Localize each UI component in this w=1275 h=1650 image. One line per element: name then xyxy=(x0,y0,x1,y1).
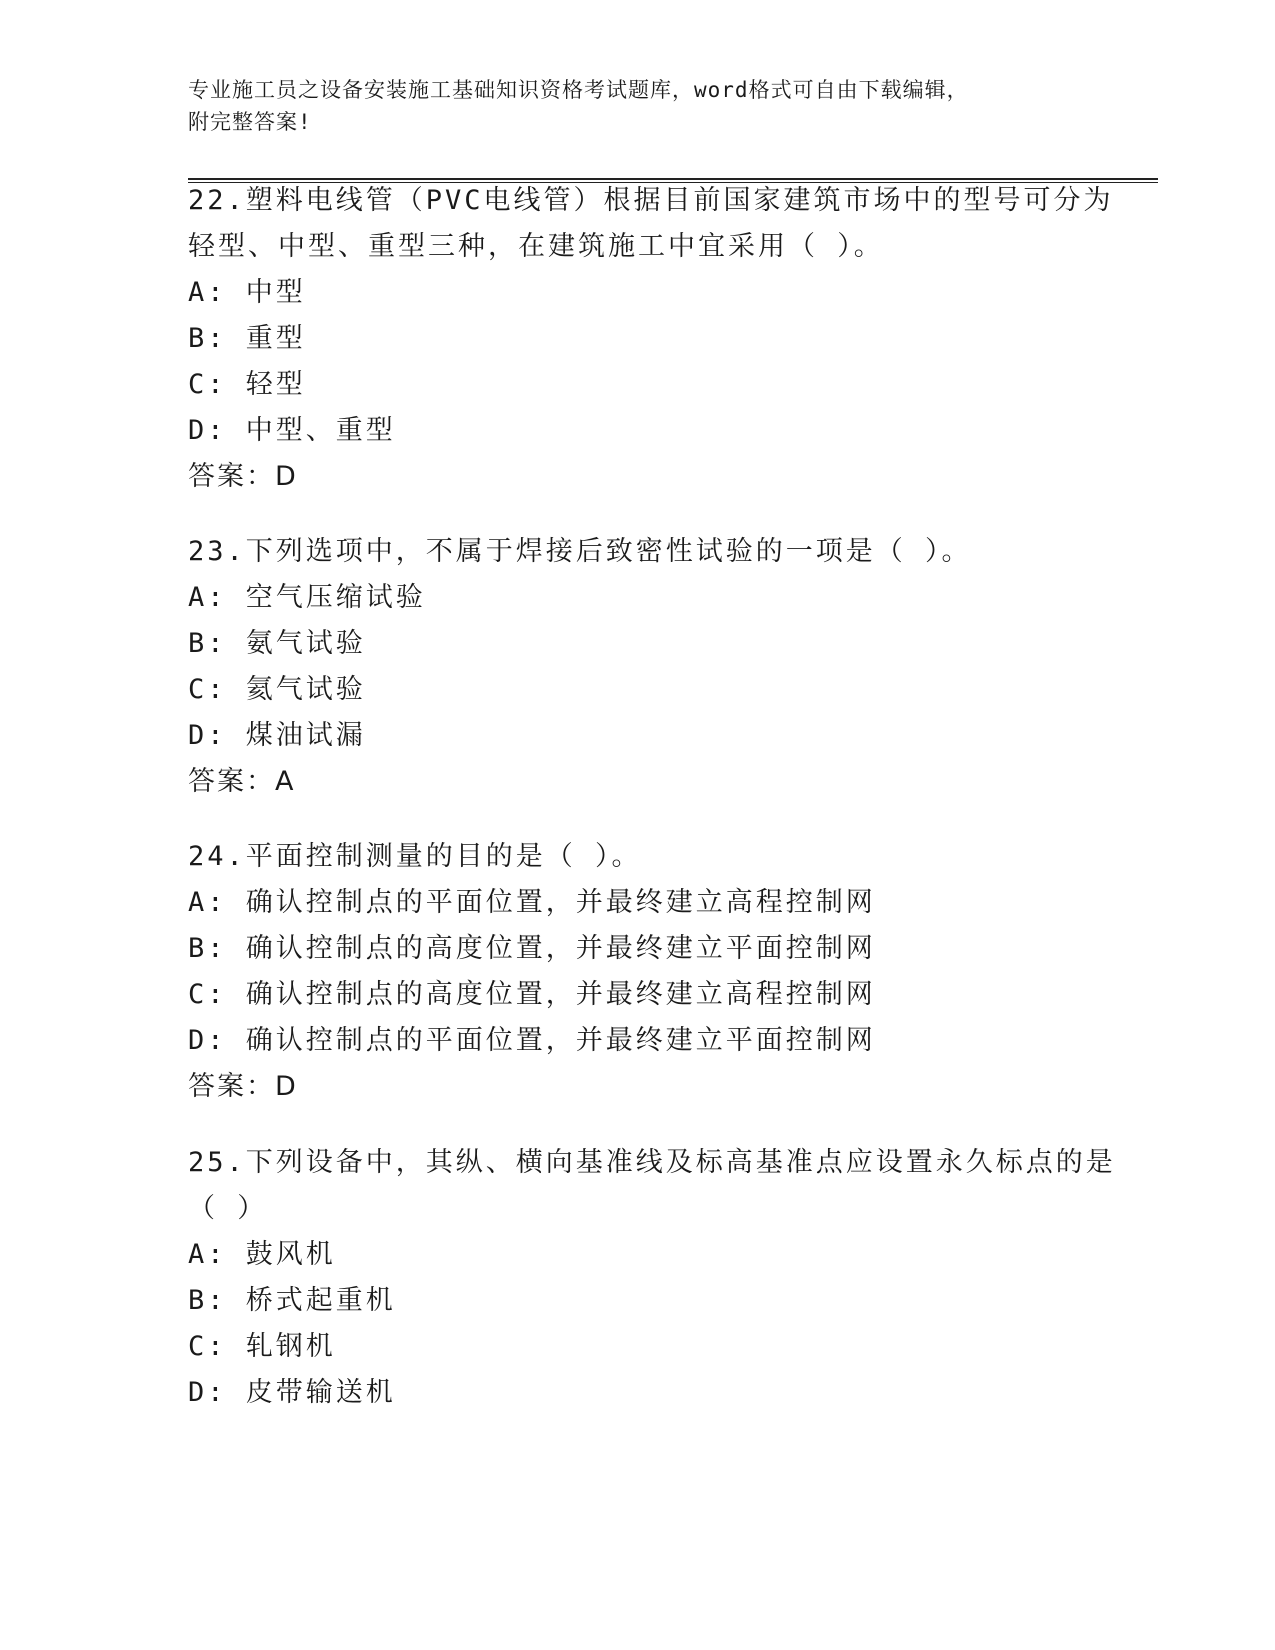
answer-label: 答案： xyxy=(188,1071,275,1102)
answer-label: 答案： xyxy=(188,766,275,797)
answer-value: D xyxy=(275,461,296,492)
question-stem-line: 25.下列设备中，其纵、横向基准线及标高基准点应设置永久标点的是 xyxy=(188,1147,1116,1178)
answer-label: 答案： xyxy=(188,461,275,492)
header-line-1: 专业施工员之设备安装施工基础知识资格考试题库，word格式可自由下载编辑， xyxy=(188,78,969,102)
question-22 xyxy=(188,178,1158,500)
option-a: A: 空气压缩试验 xyxy=(188,582,426,613)
option-d: D: 皮带输送机 xyxy=(188,1377,396,1408)
header-line-2: 附完整答案! xyxy=(188,110,312,134)
option-b: B: 重型 xyxy=(188,323,306,354)
question-25 xyxy=(188,1140,1158,1416)
question-23 xyxy=(188,529,1158,805)
option-a: A: 确认控制点的平面位置，并最终建立高程控制网 xyxy=(188,887,876,918)
answer-line xyxy=(188,1064,1158,1110)
answer-value: D xyxy=(275,1071,296,1102)
option-a: A: 中型 xyxy=(188,277,306,308)
answer-line xyxy=(188,454,1158,500)
option-c: C: 确认控制点的高度位置，并最终建立高程控制网 xyxy=(188,979,876,1010)
option-b: B: 桥式起重机 xyxy=(188,1285,396,1316)
option-b: B: 氨气试验 xyxy=(188,628,366,659)
option-d: D: 中型、重型 xyxy=(188,415,396,446)
option-c: C: 轧钢机 xyxy=(188,1331,336,1362)
option-c: C: 氦气试验 xyxy=(188,674,366,705)
question-stem-line: 轻型、中型、重型三种，在建筑施工中宜采用（ ）。 xyxy=(188,231,884,262)
option-a: A: 鼓风机 xyxy=(188,1239,336,1270)
option-d: D: 煤油试漏 xyxy=(188,720,366,751)
question-24 xyxy=(188,834,1158,1110)
answer-value: A xyxy=(275,766,294,797)
option-c: C: 轻型 xyxy=(188,369,306,400)
question-stem-line: 24.平面控制测量的目的是（ ）。 xyxy=(188,841,642,872)
question-stem-line: （ ） xyxy=(188,1193,268,1224)
document-header xyxy=(188,74,1088,138)
answer-line xyxy=(188,759,1158,805)
question-stem-line: 23.下列选项中，不属于焊接后致密性试验的一项是（ ）。 xyxy=(188,536,972,567)
option-b: B: 确认控制点的高度位置，并最终建立平面控制网 xyxy=(188,933,876,964)
question-stem-line: 22.塑料电线管（PVC电线管）根据目前国家建筑市场中的型号可分为 xyxy=(188,185,1114,216)
option-d: D: 确认控制点的平面位置，并最终建立平面控制网 xyxy=(188,1025,876,1056)
